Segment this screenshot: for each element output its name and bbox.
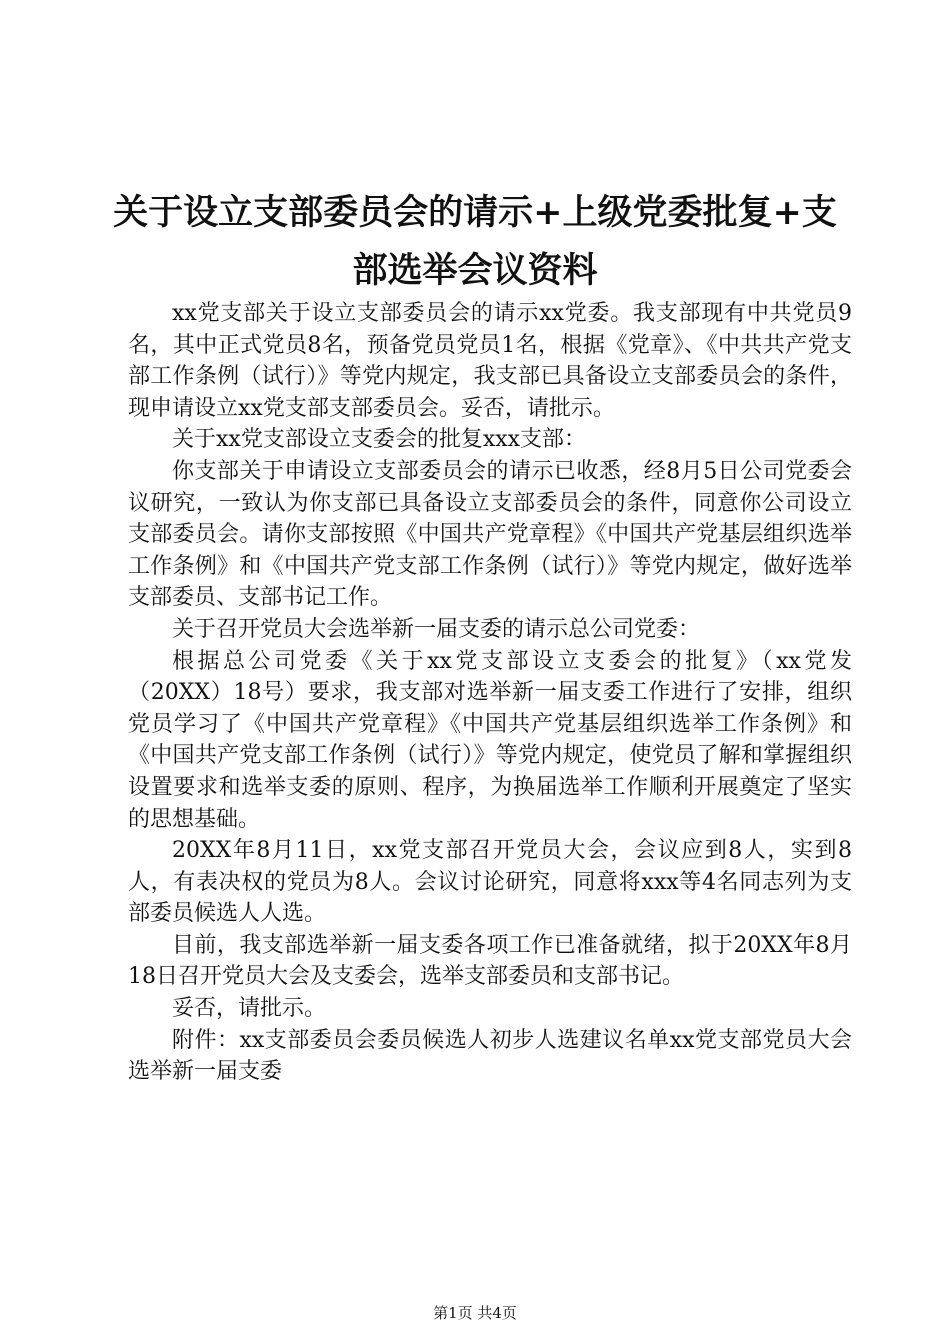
page-number-footer: 第1页 共4页 bbox=[433, 1304, 517, 1322]
paragraph: 附件：xx支部委员会委员候选人初步人选建议名单xx党支部党员大会选举新一届支委 bbox=[128, 1027, 852, 1085]
paragraph: 妥否，请批示。 bbox=[172, 996, 327, 1022]
paragraph: 关于召开党员大会选举新一届支委的请示总公司党委： bbox=[172, 616, 701, 642]
paragraph: 关于xx党支部设立支委会的批复xxx支部： bbox=[172, 427, 587, 453]
document-body bbox=[128, 298, 852, 1088]
paragraph: xx党支部关于设立支部委员会的请示xx党委。我支部现有中共党员9名，其中正式党员8名，预备党员党员1名，根据《党章》、《中共共产党支部工作条例（试行）》等党内规定，我支部已具备设立支部委员会的条件，现申请设立xx党支部支部委员会。妥否，请批示。 bbox=[128, 301, 852, 421]
paragraph: 根据总公司党委《关于xx党支部设立支委会的批复》（xx党发（20XX）18号）要求，我支部对选举新一届支委工作进行了安排，组织党员学习了《中国共产党章程》《中国共产党基层组织选举工作条例》和《中国共产党支部工作条例（试行）》等党内规定，使党员了解和掌握组织设置要求和选举支委的原则、程序，为换届选举工作顺利开展奠定了坚实的思想基础。 bbox=[128, 648, 852, 832]
paragraph: 20XX年8月11日，xx党支部召开党员大会，会议应到8人，实到8人，有表决权的党员为8人。会议讨论研究，同意将xxx等4名同志列为支部委员候选人人选。 bbox=[128, 838, 852, 927]
paragraph: 目前，我支部选举新一届支委各项工作已准备就绪，拟于20XX年8月18日召开党员大会及支委会，选举支部委员和支部书记。 bbox=[128, 932, 852, 990]
document-title: 关于设立支部委员会的请示+上级党委批复+支部选举会议资料 bbox=[113, 192, 837, 291]
paragraph: 你支部关于申请设立支部委员会的请示已收悉，经8月5日公司党委会议研究，一致认为你支部已具备设立支部委员会的条件，同意你公司设立支部委员会。请你支部按照《中国共产党章程》《中国共产党基层组织选举工作条例》和《中国共产党支部工作条例（试行）》等党内规定，做好选举支部委员、支部书记工作。 bbox=[128, 458, 852, 611]
